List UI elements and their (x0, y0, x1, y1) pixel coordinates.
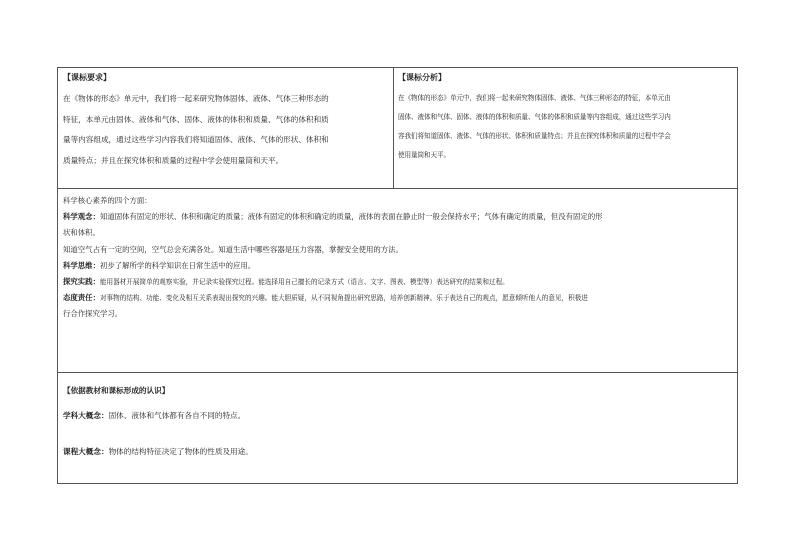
understanding-header: 【依据教材和课标形成的认识】 (63, 386, 170, 395)
requirements-line: 特征，本单元由固体、液体和气体、固体、液体的体积和质量、气体的体积和质 (63, 114, 329, 124)
thinking-label: 科学思维： (63, 260, 100, 270)
thinking-text: 初步了解所学的科学知识在日常生活中的应用。 (99, 260, 256, 270)
subject-text: 固体、液体和气体都有各自不同的特点。 (108, 411, 246, 420)
course-text: 物体的结构特征决定了物体的性质及用途。 (108, 447, 253, 456)
subject-concept (63, 409, 732, 423)
attitude-text: 对事物的结构、功能、变化及相互关系表现出探究的兴趣。能大胆质疑，从不同视角提出研究思路，培养创新精神。乐于表达自己的观点，愿意倾听他人的意见，积极进 (99, 294, 588, 303)
course-label: 课程大概念： (63, 447, 109, 456)
requirements-line: 在《物体的形态》单元中，我们将一起来研究物体固体、液体、气体三种形态的 (63, 94, 329, 103)
attitude-line-2: 行合作探究学习。 (63, 309, 123, 319)
concept-label: 科学观念： (63, 212, 100, 222)
course-concept (63, 445, 732, 459)
attitude-label: 态度责任： (63, 293, 100, 303)
literacy-row (58, 189, 737, 373)
analysis-header: 【课标分析】 (398, 73, 446, 82)
concept-line-2: 状和体积。 (63, 228, 100, 238)
curriculum-table (57, 67, 738, 484)
analysis-line: 固体、液体和气体、固体、液体的体积和质量、气体的体积和质量等内容组成，通过这些学习内 (398, 113, 671, 121)
thinking-paragraph (63, 258, 732, 274)
subject-label: 学科大概念： (63, 411, 109, 420)
analysis-line: 在《物体的形态》单元中，我们将一起来研究物体固体、液体、气体三种形态的特征，本单元由 (398, 94, 671, 102)
practice-label: 探究实践： (63, 277, 100, 287)
practice-text: 能用器材开展简单的观察实验，并记录实验探究过程。能选择用自己擅长的记录方式（语言、文字、图表、模型等）表达研究的结果和过程。 (99, 278, 509, 287)
concept-text: 知道固体有固定的形状、体积和确定的质量；液体有固定的体积和确定的质量，液体的表面在静止时一般会保持水平；气体有确定的质量，但没有固定的形 (99, 212, 603, 222)
concept-paragraph (63, 209, 732, 225)
analysis-cell (394, 68, 737, 188)
requirements-line: 质量特点；并且在探究体积和质量的过程中学会使用量筒和天平。 (63, 155, 284, 165)
concept-line-3: 知道空气占有一定的空间，空气总会充满各处。知道生活中哪些容器是压力容器，掌握安全使用的方法。 (63, 244, 403, 254)
requirements-cell (58, 68, 394, 188)
standards-row (58, 68, 737, 189)
requirements-line: 量等内容组成，通过这些学习内容我们将知道固体、液体、气体的形状、体积和 (63, 135, 329, 144)
requirements-header: 【课标要求】 (63, 73, 111, 82)
analysis-line: 使用量筒和天平。 (398, 151, 450, 159)
analysis-line: 容我们将知道固体、液体、气体的形状、体积和质量特点；并且在探究体积和质量的过程中学会 (398, 132, 671, 140)
understanding-row (58, 374, 737, 483)
literacy-intro: 科学核心素养的四个方面： (63, 196, 152, 205)
attitude-paragraph (63, 290, 732, 306)
practice-paragraph (63, 274, 732, 290)
